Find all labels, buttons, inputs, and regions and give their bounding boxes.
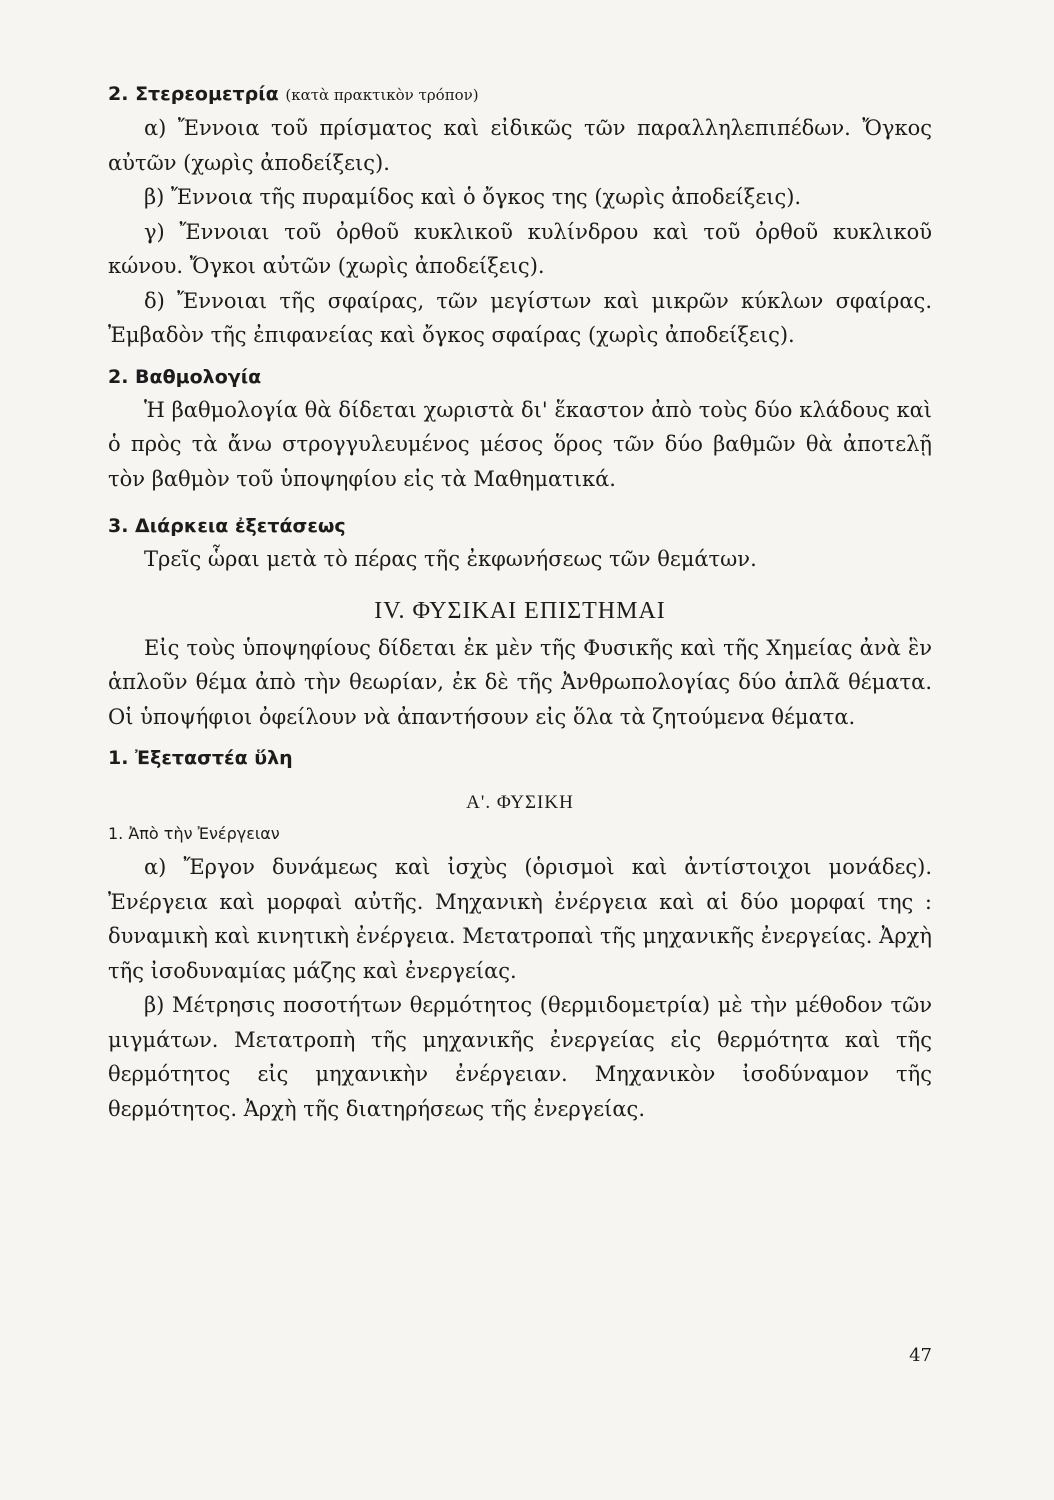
grading-text: Ἡ βαθμολογία θὰ δίδεται χωριστὰ δι' ἕκαστον ἀπὸ τοὺς δύο κλάδους καὶ ὁ πρὸς τὰ ἄνω στρογγυλευμένος μέσος ὅρος τῶν δύο βαθμῶν θὰ ἀποτελῇ τὸν βαθμὸν τοῦ ὑποψηφίου εἰς τὰ Μαθηματικά. [108, 397, 932, 491]
stereometry-heading-note: (κατὰ πρακτικὸν τρόπον) [285, 86, 479, 104]
energy-item-a: α) Ἔργον δυνάμεως καὶ ἰσχὺς (ὁρισμοὶ καὶ ἀντίστοιχοι μονάδες). Ἐνέργεια καὶ μορφαὶ αὐτῆς. Μηχανικὴ ἐνέργεια καὶ αἱ δύο μορφαί της : δυναμικὴ καὶ κινητικὴ ἐνέργεια. Μετατροπαὶ τῆς μηχανικῆς ἐνεργείας. Ἀρχὴ τῆς ἰσοδυναμίας μάζης καὶ ἐνεργείας. [108, 855, 932, 983]
energy-heading: 1. Ἀπὸ τὴν Ἐνέργειαν [108, 824, 280, 843]
duration-heading: 3. Διάρκεια ἐξετάσεως [108, 515, 346, 537]
stereometry-item-d: δ) Ἔννοιαι τῆς σφαίρας, τῶν μεγίστων καὶ μικρῶν κύκλων σφαίρας. Ἐμβαδὸν τῆς ἐπιφανείας καὶ ὄγκος σφαίρας (χωρὶς ἀποδείξεις). [108, 288, 932, 347]
stereometry-item-a: α) Ἔννοια τοῦ πρίσματος καὶ εἰδικῶς τῶν παραλληλεπιπέδων. Ὄγκος αὐτῶν (χωρὶς ἀποδείξεις). [108, 116, 932, 175]
energy-item-b: β) Μέτρησις ποσοτήτων θερμότητος (θερμιδομετρία) μὲ τὴν μέθοδον τῶν μιγμάτων. Μετατροπὴ τῆς μηχανικῆς ἐνεργείας εἰς θερμότητα καὶ τῆς θερμότητος εἰς μηχανικὴν ἐνέργειαν. Μηχανικὸν ἰσοδύναμον τῆς θερμότητος. Ἀρχὴ τῆς διατηρήσεως τῆς ἐνεργείας. [108, 993, 932, 1121]
sciences-title: IV. ΦΥΣΙΚΑΙ ΕΠΙΣΤΗΜΑΙ [374, 597, 666, 624]
duration-text: Τρεῖς ὧραι μετὰ τὸ πέρας τῆς ἐκφωνήσεως τῶν θεμάτων. [144, 547, 757, 571]
sciences-intro: Εἰς τοὺς ὑποψηφίους δίδεται ἐκ μὲν τῆς Φυσικῆς καὶ τῆς Χημείας ἀνὰ ἓν ἁπλοῦν θέμα ἀπὸ τὴν θεωρίαν, ἐκ δὲ τῆς Ἀνθρωπολογίας δύο ἁπλᾶ θέματα. Οἱ ὑποψήφιοι ὀφείλουν νὰ ἀπαντήσουν εἰς ὅλα τὰ ζητούμενα θέματα. [108, 635, 932, 729]
stereometry-heading-number: 2. [108, 83, 129, 105]
stereometry-heading-title: Στερεομετρία [135, 83, 279, 105]
document-page [108, 78, 932, 1126]
page-number: 47 [909, 1345, 932, 1366]
syllabus-heading: 1. Ἐξεταστέα ὕλη [108, 747, 293, 769]
physics-title: Α'. ΦΥΣΙΚΗ [466, 792, 574, 813]
stereometry-heading [108, 78, 932, 111]
stereometry-item-c: γ) Ἔννοιαι τοῦ ὀρθοῦ κυκλικοῦ κυλίνδρου καὶ τοῦ ὀρθοῦ κυκλικοῦ κώνου. Ὄγκοι αὐτῶν (χωρὶς ἀποδείξεις). [108, 219, 932, 278]
stereometry-item-b: β) Ἔννοια τῆς πυραμίδος καὶ ὁ ὄγκος της (χωρὶς ἀποδείξεις). [144, 185, 802, 209]
grading-heading: 2. Βαθμολογία [108, 365, 262, 388]
